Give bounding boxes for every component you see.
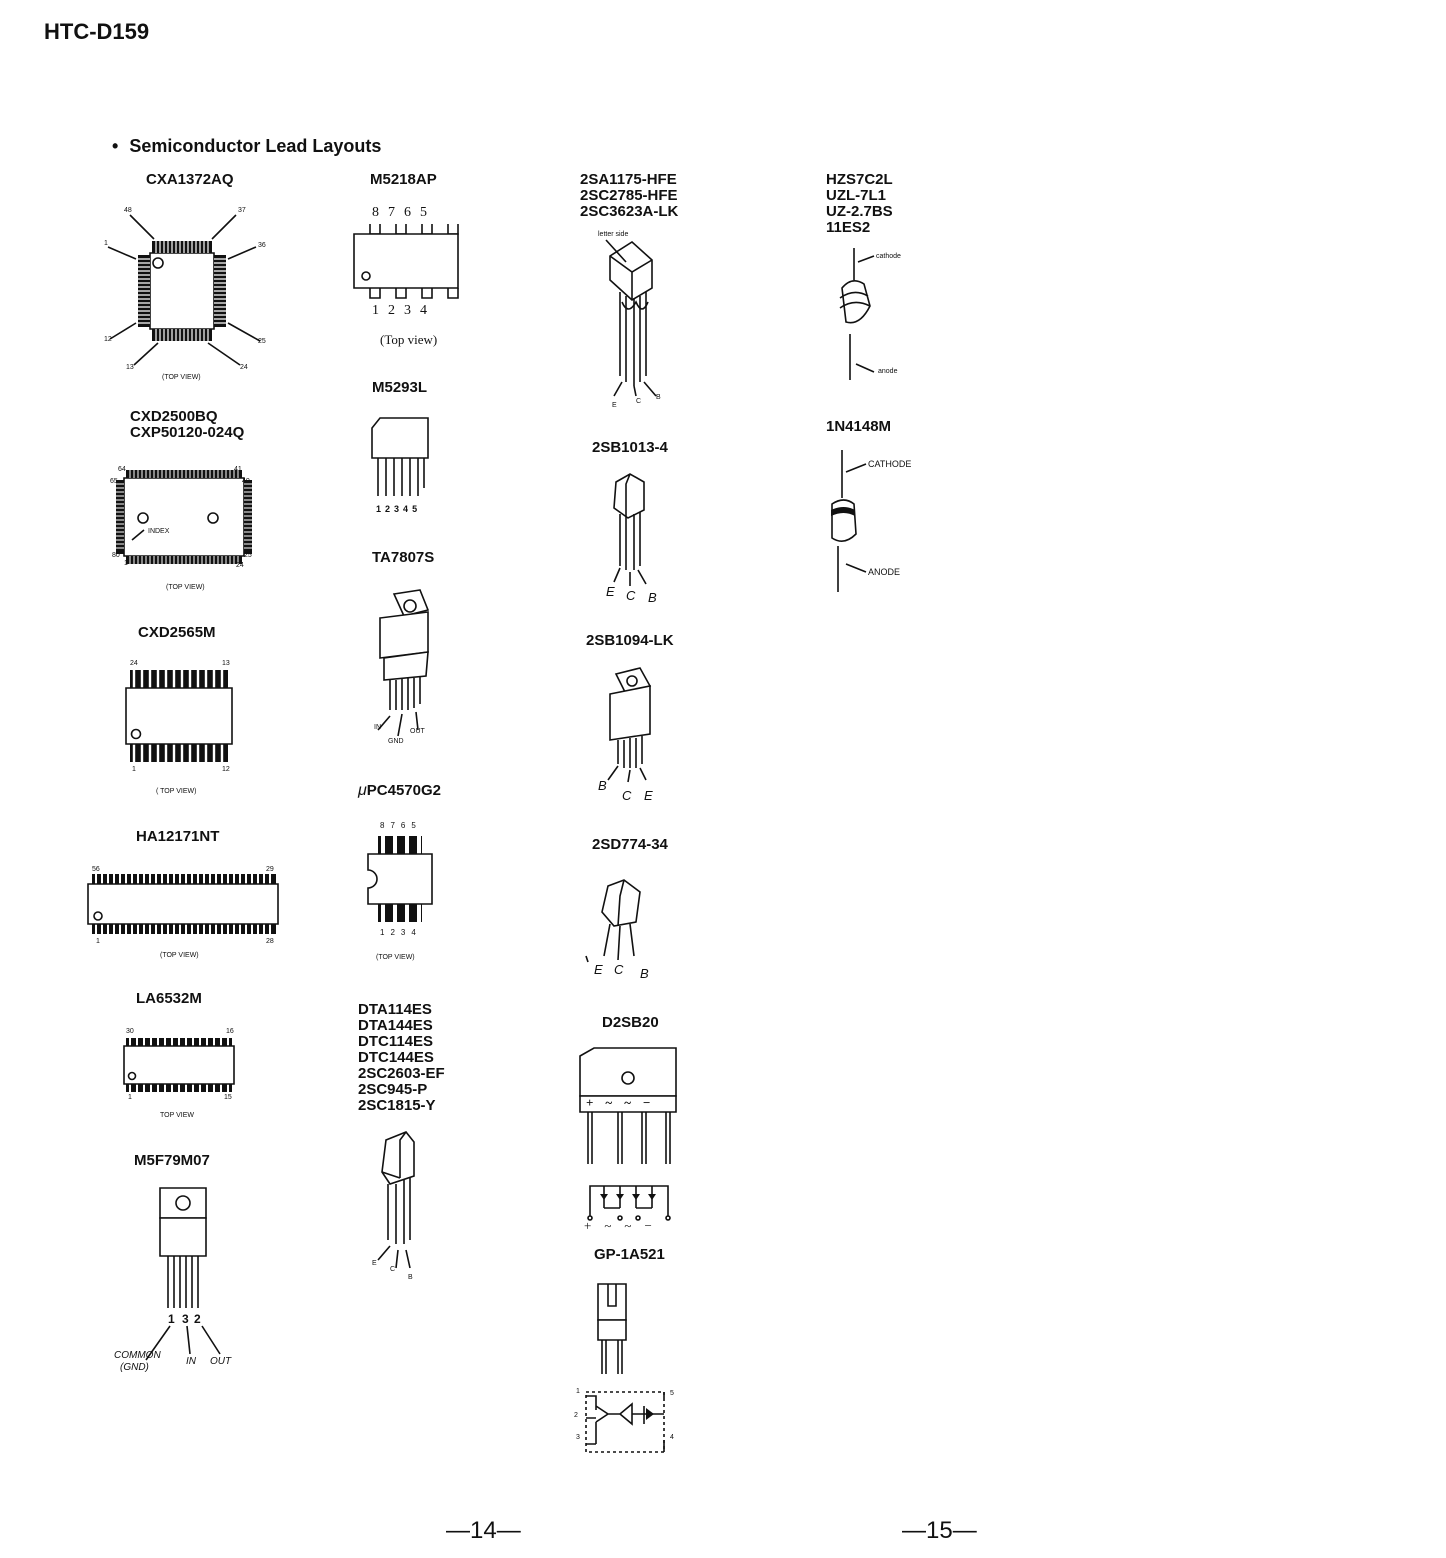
part-label-cxd2500bq: CXD2500BQ CXP50120-024Q [130, 408, 245, 441]
pin-e: E [606, 584, 615, 599]
m5218ap-bottom-pins: 1234 [372, 303, 436, 318]
pin-b: B [408, 1274, 413, 1281]
pin-3: 3 [182, 1312, 189, 1326]
gp1a521-photointerrupter-diagram [574, 1280, 684, 1460]
part-label-m5218ap: M5218AP [370, 171, 437, 188]
pin-5: 5 [670, 1390, 674, 1397]
pin-16: 16 [226, 1028, 234, 1035]
pin-1: 1 [124, 560, 128, 567]
section-heading [112, 136, 381, 157]
part-label-2sb1094: 2SB1094-LK [586, 632, 674, 649]
part-label-m5293l: M5293L [372, 379, 428, 396]
part-label-cxd2565m: CXD2565M [138, 624, 216, 641]
label-gnd: (GND) [120, 1362, 149, 1373]
pin-80: 80 [112, 552, 120, 559]
part-label-ha12171nt: HA12171NT [136, 828, 220, 845]
pin-36: 36 [258, 242, 266, 249]
part-label-2sb1013: 2SB1013-4 [592, 439, 668, 456]
pin-56: 56 [92, 866, 100, 873]
pin-12: 12 [104, 336, 112, 343]
cxa1372aq-qfp-diagram [100, 205, 280, 375]
pin-b: B [640, 966, 649, 981]
pin-1: 1 [168, 1312, 175, 1326]
pin-24: 24 [240, 364, 248, 371]
pin-c: C [626, 588, 636, 603]
ha12171nt-sop-diagram [86, 872, 282, 938]
pin-29: 29 [266, 866, 274, 873]
m5f79m07-to220-diagram [150, 1184, 230, 1354]
label-cathode: cathode [876, 253, 901, 260]
pin-c: C [636, 398, 642, 405]
pin-25: 25 [244, 552, 252, 559]
section-title: Semiconductor Lead Layouts [129, 136, 382, 156]
label-out: OUT [210, 1356, 232, 1367]
part-label-1n4148m: 1N4148M [826, 418, 892, 435]
pin-2: 2 [194, 1312, 201, 1326]
cxd2500bq-qfp-diagram [110, 466, 260, 576]
label-common: COMMON [114, 1350, 161, 1361]
m5293l-pins: 12345 [376, 504, 422, 514]
part-label-gp1a521: GP-1A521 [594, 1246, 665, 1263]
view-label: (TOP VIEW) [162, 374, 201, 381]
pin-37: 37 [238, 207, 246, 214]
pin-28: 28 [266, 938, 274, 945]
part-label-d2sb20: D2SB20 [602, 1014, 659, 1031]
pin-e: E [612, 402, 617, 409]
pin-b: B [656, 394, 661, 401]
part-label-cxa1372aq: CXA1372AQ [146, 171, 234, 188]
view-label: (TOP VIEW) [166, 584, 205, 591]
part-label-2sd774: 2SD774-34 [592, 836, 668, 853]
pin-41: 41 [234, 466, 242, 473]
pin-e: E [644, 788, 653, 803]
view-label: (TOP VIEW) [160, 952, 199, 959]
cxd2565m-sop-diagram [120, 668, 240, 768]
model-title: HTC-D159 [44, 19, 150, 44]
part-label-m5f79m07: M5F79M07 [134, 1152, 210, 1169]
pin-24: 24 [236, 562, 244, 569]
2sb1013-transistor-diagram [600, 472, 660, 592]
page-number-left: —14— [446, 1517, 521, 1544]
pin-64: 64 [118, 466, 126, 473]
d2sb20-pins-schematic: +~~− [584, 1218, 665, 1233]
part-label-la6532m: LA6532M [136, 990, 202, 1007]
pin-e: E [594, 962, 603, 977]
pin-15: 15 [224, 1094, 232, 1101]
pin-3: 3 [576, 1434, 580, 1441]
label-in: IN [374, 724, 381, 731]
pin-c: C [390, 1266, 396, 1273]
pin-24: 24 [130, 660, 138, 667]
pin-1: 1 [576, 1388, 580, 1395]
pin-1: 1 [96, 938, 100, 945]
part-label-dta-group: DTA114ES DTA144ES DTC114ES DTC144ES 2SC2603-EF 2SC945-P 2SC1815-Y [358, 1001, 445, 1114]
upc4570g2-top-pins: 8765 [380, 821, 422, 830]
view-label: ( TOP VIEW) [156, 788, 197, 795]
dta-transistor-diagram [370, 1128, 430, 1278]
m5218ap-dip-diagram [350, 222, 464, 304]
pin-2: 2 [574, 1412, 578, 1419]
upc4570g2-bottom-pins: 1234 [380, 928, 422, 937]
part-label-ta7807s: TA7807S [372, 549, 435, 566]
label-out: OUT [410, 728, 425, 735]
pin-c: C [614, 962, 624, 977]
pin-13: 13 [126, 364, 134, 371]
bullet: • [112, 136, 119, 156]
label-gnd: GND [388, 738, 404, 745]
part-label-2sa1175-group: 2SA1175-HFE 2SC2785-HFE 2SC3623A-LK [580, 171, 679, 220]
label-cathode: CATHODE [868, 459, 912, 469]
pin-c: C [622, 788, 632, 803]
pin-b: B [648, 590, 657, 605]
page-number-right: —15— [902, 1517, 977, 1544]
upc4570g2-sop-diagram [364, 832, 436, 930]
part-label-hzs-group: HZS7C2L UZL-7L1 UZ-2.7BS 11ES2 [826, 171, 893, 236]
view-label: TOP VIEW [160, 1112, 194, 1119]
pin-40: 40 [242, 478, 250, 485]
pin-e: E [372, 1260, 377, 1267]
pin-30: 30 [126, 1028, 134, 1035]
pin-12: 12 [222, 766, 230, 773]
label-anode: ANODE [868, 567, 901, 577]
pin-1: 1 [104, 240, 108, 247]
2sa1175-transistor-diagram [596, 236, 676, 406]
index-label: INDEX [148, 528, 170, 535]
pin-b: B [598, 778, 607, 793]
la6532m-sop-diagram [122, 1036, 238, 1096]
pin-25: 25 [258, 338, 266, 345]
d2sb20-pins-body: +~~− [586, 1095, 663, 1110]
ta7807s-to220-diagram [370, 586, 450, 736]
view-label: (Top view) [380, 332, 438, 347]
pin-1: 1 [128, 1094, 132, 1101]
label-anode: anode [878, 368, 898, 375]
m5293l-sip-diagram [366, 414, 436, 506]
pin-1: 1 [132, 766, 136, 773]
letter-side-note: letter side [598, 231, 629, 238]
m5218ap-top-pins: 8765 [372, 205, 436, 220]
view-label: (TOP VIEW) [376, 954, 415, 961]
label-in: IN [186, 1356, 196, 1367]
2sb1094-to220-diagram [600, 664, 670, 790]
pin-4: 4 [670, 1434, 674, 1441]
hzs-diode-diagram [834, 244, 914, 384]
d2sb20-bridge-diagram [576, 1046, 680, 1236]
part-label-upc4570g2: μPC4570G2 [358, 782, 441, 799]
pin-48: 48 [124, 207, 132, 214]
pin-13: 13 [222, 660, 230, 667]
pin-65: 65 [110, 478, 118, 485]
